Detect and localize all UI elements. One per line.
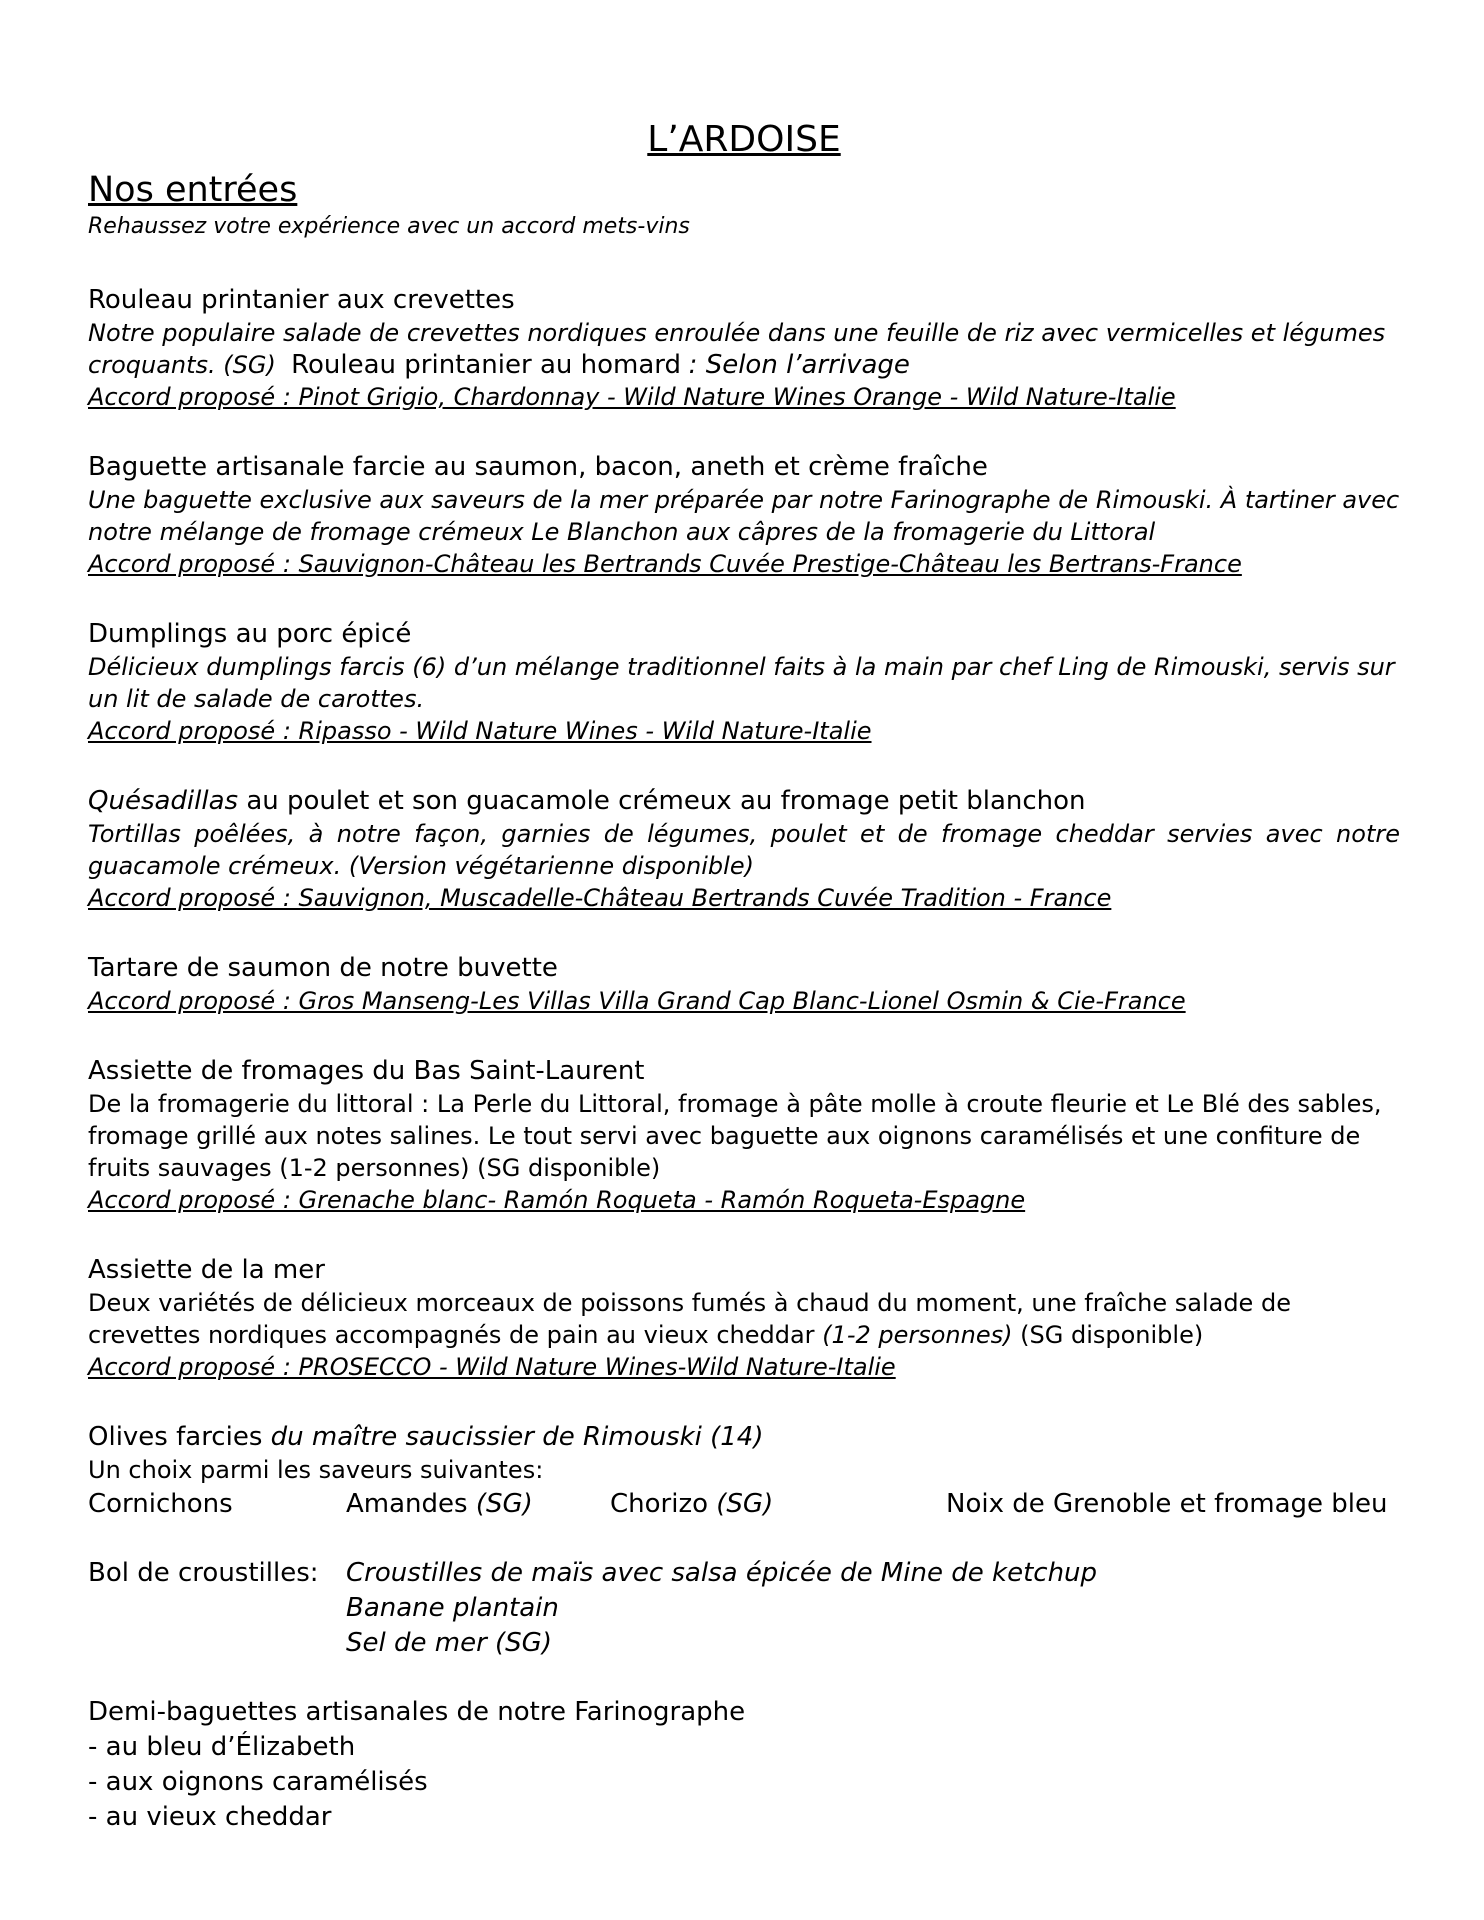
olive-choice-label: Chorizo (610, 1489, 709, 1519)
item-description-text: Deux variétés de délicieux morceaux de poissons fumés à chaud du moment, une fraîche salade de crevettes nordiques accompagnés de pain au vieux cheddar (88, 1289, 1291, 1349)
bol-label: Bol de croustilles: (88, 1558, 319, 1588)
item-pairing: Accord proposé : Sauvignon, Muscadelle-Château Bertrands Cuvée Tradition - France (88, 884, 1112, 912)
item-name: Tartare de saumon de notre buvette (88, 953, 558, 983)
item-extra-name: Rouleau printanier au homard (291, 350, 682, 380)
olives-item (88, 1421, 1400, 1522)
item-name: Baguette artisanale farcie au saumon, bacon, aneth et crème fraîche (88, 452, 988, 482)
item-description (88, 1287, 1400, 1351)
item-name: Assiette de fromages du Bas Saint-Laurent (88, 1056, 645, 1086)
olive-choice (346, 1486, 610, 1522)
page-title: L’ARDOISE (647, 119, 841, 160)
item-description-portion: (1-2 personnes) (822, 1321, 1013, 1349)
menu-item (88, 1055, 1400, 1216)
demi-option: - aux oignons caramélisés (88, 1767, 428, 1797)
item-pairing: Accord proposé : Ripasso - Wild Nature Wines - Wild Nature-Italie (88, 717, 872, 745)
olive-choice (88, 1486, 346, 1522)
olives-name (88, 1421, 1400, 1454)
menu-item (88, 284, 1400, 413)
olives-choices (88, 1486, 1400, 1522)
olive-choice-label: Cornichons (88, 1489, 233, 1519)
olives-intro: Un choix parmi les saveurs suivantes: (88, 1456, 544, 1484)
item-description (88, 317, 1400, 381)
olive-choice-tag: (SG) (475, 1489, 533, 1519)
item-name: Rouleau printanier aux crevettes (88, 285, 515, 315)
olive-choice (610, 1486, 946, 1522)
item-pairing: Accord proposé : Gros Manseng-Les Villas Villa Grand Cap Blanc-Lionel Osmin & Cie-France (88, 987, 1186, 1015)
section-title: Nos entrées (88, 170, 298, 210)
olive-choice (946, 1486, 1388, 1522)
item-description-text: Notre populaire salade de crevettes nordiques enroulée dans une feuille de riz avec vermicelles et légumes croquants. (SG) (88, 319, 1386, 379)
menu-item (88, 1254, 1400, 1383)
demi-option: - au bleu d’Élizabeth (88, 1732, 356, 1762)
olive-choice-label: Noix de Grenoble et fromage bleu (946, 1489, 1388, 1519)
menu-item (88, 618, 1400, 747)
bol-item (88, 1556, 1400, 1661)
demi-name: Demi-baguettes artisanales de notre Farinographe (88, 1697, 746, 1727)
olive-choice-label: Amandes (346, 1489, 468, 1519)
item-description: Tortillas poêlées, à notre façon, garnies de légumes, poulet et de fromage cheddar servies avec notre guacamole crémeux. (Version végétarienne disponible) (88, 820, 1400, 880)
menu-item (88, 451, 1400, 580)
item-name-text: au poulet et son guacamole crémeux au fromage petit blanchon (246, 786, 1086, 816)
demi-option: - au vieux cheddar (88, 1802, 332, 1832)
item-name-italic: Quésadillas (88, 786, 239, 816)
item-description-note: (SG disponible) (1020, 1321, 1204, 1349)
olives-name-text: Olives farcies (88, 1422, 263, 1452)
bol-row (88, 1556, 1400, 1661)
menu-item (88, 952, 1400, 1017)
bol-option: Banane plantain (346, 1593, 559, 1623)
olives-note: du maître saucissier de Rimouski (14) (270, 1422, 764, 1452)
item-name: Dumplings au porc épicé (88, 619, 412, 649)
bol-options (346, 1556, 1097, 1661)
item-pairing: Accord proposé : Sauvignon-Château les Bertrands Cuvée Prestige-Château les Bertrans-France (88, 550, 1242, 578)
item-name (88, 785, 1400, 818)
item-name: Assiette de la mer (88, 1255, 325, 1285)
item-pairing: Accord proposé : Pinot Grigio, Chardonnay - Wild Nature Wines Orange - Wild Nature-Italie (88, 383, 1176, 411)
item-pairing: Accord proposé : PROSECCO - Wild Nature Wines-Wild Nature-Italie (88, 1353, 896, 1381)
item-pairing: Accord proposé : Grenache blanc- Ramón Roqueta - Ramón Roqueta-Espagne (88, 1186, 1026, 1214)
section-subtitle: Rehaussez votre expérience avec un accord mets-vins (88, 214, 690, 239)
item-extra-note: : Selon l’arrivage (688, 350, 910, 380)
bol-option: Croustilles de maïs avec salsa épicée de Mine de ketchup (346, 1558, 1098, 1588)
demi-item (88, 1695, 1400, 1835)
bol-option: Sel de mer (SG) (346, 1628, 552, 1658)
item-description: Une baguette exclusive aux saveurs de la mer préparée par notre Farinographe de Rimouski. À tartiner avec notre mélange de fromage crémeux Le Blanchon aux câpres de la fromagerie du Littoral (88, 486, 1400, 546)
item-description: De la fromagerie du littoral : La Perle du Littoral, fromage à pâte molle à croute fleurie et Le Blé des sables, fromage grillé aux notes salines. Le tout servi avec baguette aux oignons caramélisés et une confiture de fruits sauvages (1-2 personnes) (SG disponible) (88, 1090, 1382, 1182)
item-description: Délicieux dumplings farcis (6) d’un mélange traditionnel faits à la main par chef Ling de Rimouski, servis sur un lit de salade de carottes. (88, 653, 1395, 713)
menu-page (88, 118, 1400, 1873)
olive-choice-tag: (SG) (716, 1489, 774, 1519)
menu-item (88, 785, 1400, 914)
